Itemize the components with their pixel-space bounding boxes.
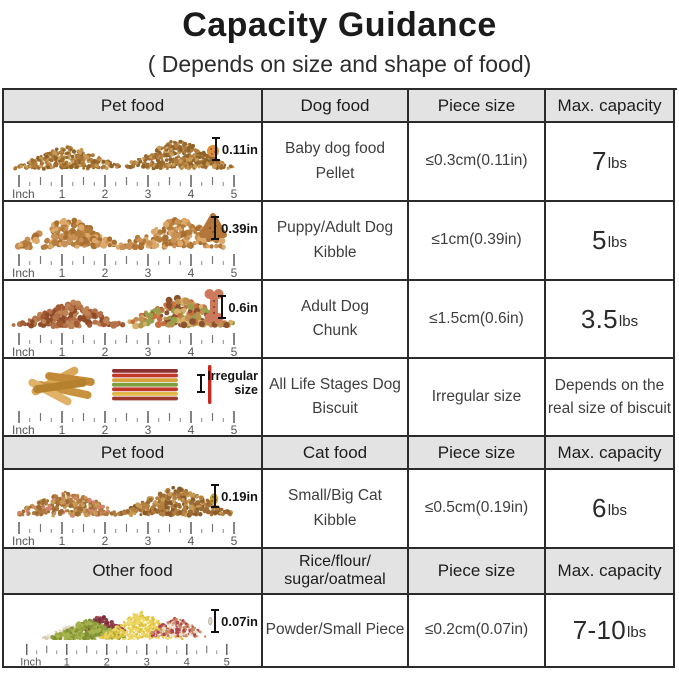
- measure-ibeam-icon: [214, 484, 216, 508]
- capacity-cell: [546, 359, 675, 437]
- size-annotation: [214, 484, 258, 508]
- ruler-tick-label: 2: [101, 266, 109, 278]
- capacity-value: 7: [592, 146, 607, 176]
- ruler-unit-label: Inch: [12, 266, 35, 278]
- capacity-value: 5: [592, 225, 607, 255]
- size-annotation: [214, 609, 258, 633]
- ruler-tick-label: 5: [230, 345, 238, 357]
- ruler-unit-label: Inch: [12, 345, 35, 357]
- capacity-unit: lbs: [607, 155, 627, 172]
- header-piece-size: Piece size: [409, 437, 546, 470]
- ruler-tick-label: 4: [187, 534, 195, 546]
- measure-ibeam-icon: [221, 295, 223, 319]
- capacity-cell: [546, 123, 675, 202]
- size-annotation: [215, 137, 258, 161]
- food-illustration-pellet: [4, 123, 263, 202]
- inch-ruler: [10, 520, 250, 546]
- measure-label: 0.39in: [221, 220, 258, 236]
- food-name-cell: [263, 359, 409, 437]
- ruler-tick-label: 4: [187, 423, 195, 435]
- header-max-capacity: Max. capacity: [546, 90, 675, 123]
- food-illustration-cat-kibble: [4, 470, 263, 549]
- food-name-line: Kibble: [313, 511, 357, 529]
- food-name-line: Kibble: [313, 243, 357, 261]
- ruler-tick-label: 5: [230, 423, 238, 435]
- ruler-unit-label: Inch: [12, 423, 35, 435]
- size-annotation: [214, 216, 258, 240]
- inch-ruler: [10, 252, 250, 278]
- ruler-tick-label: 3: [144, 534, 152, 546]
- ruler-tick-label: 1: [58, 187, 66, 199]
- capacity-cell: [546, 470, 675, 549]
- ruler-tick-label: 2: [101, 187, 109, 199]
- piece-size-cell: ≤0.5cm(0.19in): [409, 470, 546, 549]
- page-subtitle: ( Depends on size and shape of food): [147, 51, 532, 77]
- food-name-line: Powder/Small Piece: [265, 621, 405, 639]
- food-name-cell: [263, 202, 409, 281]
- ruler-tick-label: 1: [58, 266, 66, 278]
- ruler-tick-label: 2: [101, 534, 109, 546]
- ruler-tick-label: 5: [223, 656, 230, 666]
- header-max-capacity: Max. capacity: [546, 549, 675, 595]
- piece-size-cell: ≤0.3cm(0.11in): [409, 123, 546, 202]
- page-title: Capacity Guidance: [182, 6, 497, 44]
- ruler-tick-label: 5: [230, 266, 238, 278]
- ruler-tick-label: 1: [58, 423, 66, 435]
- header-max-capacity: Max. capacity: [546, 437, 675, 470]
- measure-label-line: size: [234, 383, 258, 398]
- piece-size-cell: ≤1.5cm(0.6in): [409, 281, 546, 359]
- capacity-unit: lbs: [618, 312, 639, 330]
- ruler-tick-label: 1: [63, 656, 70, 666]
- food-name-cell: [263, 595, 409, 668]
- ruler-tick-label: 4: [183, 656, 190, 666]
- ruler-tick-label: 1: [58, 345, 66, 357]
- ruler-tick-label: 1: [58, 534, 66, 546]
- ruler-tick-label: 3: [143, 656, 150, 666]
- ruler-tick-label: 3: [144, 423, 152, 435]
- header-rice-flour: [263, 549, 409, 595]
- capacity-text-line: Depends on the: [554, 376, 665, 394]
- inch-ruler: [10, 642, 250, 666]
- measure-label-line: Irregular: [207, 369, 258, 383]
- ruler-tick-label: 5: [230, 187, 238, 199]
- measure-label: 0.11in: [221, 141, 258, 157]
- header-other-food: Other food: [4, 549, 263, 595]
- header-pet-food: Pet food: [4, 437, 263, 470]
- capacity-value: 6: [592, 493, 607, 523]
- header-line: Rice/flour/: [298, 552, 371, 570]
- ruler-tick-label: 2: [101, 345, 109, 357]
- food-illustration-kibble: [4, 202, 263, 281]
- piece-size-cell: ≤1cm(0.39in): [409, 202, 546, 281]
- measure-label: 0.07in: [221, 613, 258, 629]
- measure-label: [207, 369, 258, 398]
- capacity-text-line: real size of biscuit: [547, 400, 672, 417]
- food-illustration-chunk: [4, 281, 263, 359]
- food-name-cell: [263, 470, 409, 549]
- food-name-line: Pellet: [315, 164, 355, 182]
- food-name-cell: [263, 281, 409, 359]
- capacity-cell: [546, 202, 675, 281]
- header-piece-size: Piece size: [409, 549, 546, 595]
- food-name-line: Biscuit: [312, 400, 358, 417]
- food-illustration-biscuit: [4, 359, 263, 437]
- header-dog-food: Dog food: [263, 90, 409, 123]
- food-name-line: All Life Stages Dog: [269, 375, 401, 393]
- piece-size-cell: Irregular size: [409, 359, 546, 437]
- food-name-line: Baby dog food: [285, 140, 385, 158]
- ruler-tick-label: 4: [187, 187, 195, 199]
- measure-ibeam-icon: [214, 216, 216, 240]
- header-piece-size: Piece size: [409, 90, 546, 123]
- header-two-line: [284, 553, 385, 590]
- food-name-line: Small/Big Cat: [288, 487, 382, 505]
- capacity-cell: [546, 595, 675, 668]
- header-cat-food: Cat food: [263, 437, 409, 470]
- measure-label: 0.6in: [228, 299, 258, 315]
- ruler-tick-label: 5: [230, 534, 238, 546]
- piece-size-cell: ≤0.2cm(0.07in): [409, 595, 546, 668]
- measure-ibeam-icon: [200, 374, 202, 393]
- measure-ibeam-icon: [214, 609, 216, 633]
- capacity-unit: lbs: [627, 624, 647, 641]
- inch-ruler: [10, 173, 250, 199]
- food-name-line: Adult Dog: [300, 297, 370, 315]
- capacity-cell: [546, 281, 675, 359]
- ruler-unit-label: Inch: [12, 187, 35, 199]
- ruler-unit-label: Inch: [20, 656, 42, 666]
- ruler-unit-label: Inch: [12, 534, 35, 546]
- ruler-tick-label: 3: [144, 345, 152, 357]
- inch-ruler: [10, 331, 250, 357]
- capacity-value: 3.5: [580, 303, 618, 334]
- capacity-value: 7-10: [572, 615, 627, 645]
- size-annotation: [221, 295, 258, 319]
- food-illustration-grains: [4, 595, 263, 668]
- measure-label: 0.19in: [221, 488, 258, 504]
- capacity-unit: lbs: [607, 502, 627, 519]
- food-name-line: Chunk: [312, 322, 358, 339]
- measure-ibeam-icon: [215, 137, 217, 161]
- inch-ruler: [10, 409, 250, 435]
- ruler-tick-label: 3: [144, 266, 152, 278]
- food-name-line: Puppy/Adult Dog: [276, 219, 394, 237]
- ruler-tick-label: 2: [103, 656, 110, 666]
- ruler-tick-label: 2: [101, 423, 109, 435]
- capacity-unit: lbs: [607, 234, 627, 251]
- size-annotation: [200, 369, 258, 398]
- header-line: sugar/oatmeal: [284, 571, 386, 588]
- food-name-cell: [263, 123, 409, 202]
- capacity-guidance-table: [2, 88, 677, 668]
- ruler-tick-label: 4: [187, 266, 195, 278]
- ruler-tick-label: 4: [187, 345, 195, 357]
- header-pet-food: Pet food: [4, 90, 263, 123]
- ruler-tick-label: 3: [144, 187, 152, 199]
